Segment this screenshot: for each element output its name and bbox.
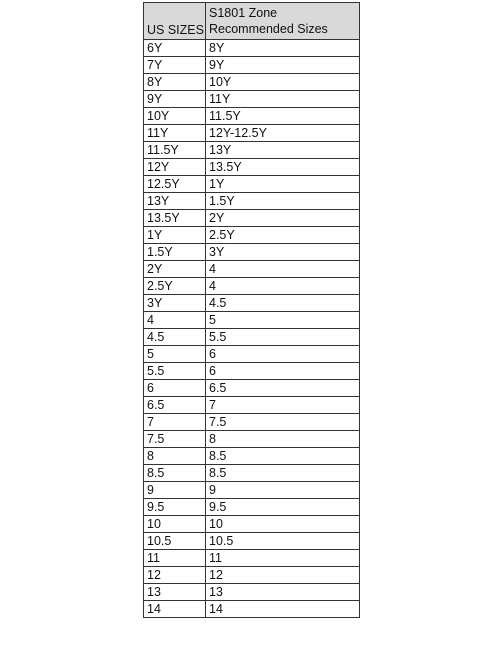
us-size-cell: 8	[144, 448, 206, 465]
recommended-sizes-header	[206, 3, 360, 40]
table-row	[144, 465, 360, 482]
us-size-cell: 4	[144, 312, 206, 329]
us-sizes-header: US SIZES	[144, 3, 206, 40]
us-size-cell: 13.5Y	[144, 210, 206, 227]
recommended-size-cell: 6.5	[206, 380, 360, 397]
recommended-header-line2: Recommended Sizes	[209, 21, 328, 36]
us-size-cell: 8.5	[144, 465, 206, 482]
recommended-size-cell: 4	[206, 278, 360, 295]
recommended-size-cell: 9	[206, 482, 360, 499]
us-size-cell: 1Y	[144, 227, 206, 244]
table-row	[144, 516, 360, 533]
recommended-size-cell: 6	[206, 363, 360, 380]
us-size-cell: 7.5	[144, 431, 206, 448]
table-row	[144, 397, 360, 414]
recommended-size-cell: 13.5Y	[206, 159, 360, 176]
us-size-cell: 14	[144, 601, 206, 618]
us-size-cell: 13Y	[144, 193, 206, 210]
us-size-cell: 11Y	[144, 125, 206, 142]
table-row	[144, 40, 360, 57]
recommended-size-cell: 8Y	[206, 40, 360, 57]
us-size-cell: 10.5	[144, 533, 206, 550]
recommended-size-cell: 4	[206, 261, 360, 278]
recommended-size-cell: 7.5	[206, 414, 360, 431]
table-row	[144, 125, 360, 142]
recommended-size-cell: 1.5Y	[206, 193, 360, 210]
table-row	[144, 499, 360, 516]
table-row	[144, 210, 360, 227]
recommended-size-cell: 12	[206, 567, 360, 584]
table-row	[144, 431, 360, 448]
table-row	[144, 159, 360, 176]
us-size-cell: 6.5	[144, 397, 206, 414]
table-row	[144, 193, 360, 210]
recommended-size-cell: 7	[206, 397, 360, 414]
us-size-cell: 9Y	[144, 91, 206, 108]
table-row	[144, 601, 360, 618]
recommended-size-cell: 6	[206, 346, 360, 363]
table-row	[144, 261, 360, 278]
recommended-size-cell: 2.5Y	[206, 227, 360, 244]
recommended-size-cell: 14	[206, 601, 360, 618]
recommended-size-cell: 13Y	[206, 142, 360, 159]
us-size-cell: 7	[144, 414, 206, 431]
table-row	[144, 414, 360, 431]
us-size-cell: 2.5Y	[144, 278, 206, 295]
table-row	[144, 295, 360, 312]
size-rows	[144, 40, 360, 618]
table-row	[144, 176, 360, 193]
recommended-size-cell: 10.5	[206, 533, 360, 550]
recommended-size-cell: 8	[206, 431, 360, 448]
us-size-cell: 6Y	[144, 40, 206, 57]
us-size-cell: 11.5Y	[144, 142, 206, 159]
table-row	[144, 363, 360, 380]
us-size-cell: 3Y	[144, 295, 206, 312]
table-row	[144, 278, 360, 295]
us-size-cell: 11	[144, 550, 206, 567]
table-row	[144, 584, 360, 601]
recommended-size-cell: 10Y	[206, 74, 360, 91]
us-size-cell: 12Y	[144, 159, 206, 176]
recommended-size-cell: 5.5	[206, 329, 360, 346]
us-size-cell: 7Y	[144, 57, 206, 74]
table-row	[144, 142, 360, 159]
us-size-cell: 5	[144, 346, 206, 363]
us-size-cell: 9.5	[144, 499, 206, 516]
us-size-cell: 2Y	[144, 261, 206, 278]
size-chart-table	[143, 2, 360, 618]
recommended-size-cell: 11	[206, 550, 360, 567]
recommended-size-cell: 10	[206, 516, 360, 533]
recommended-size-cell: 13	[206, 584, 360, 601]
table-row	[144, 533, 360, 550]
us-size-cell: 1.5Y	[144, 244, 206, 261]
table-row	[144, 108, 360, 125]
us-size-cell: 4.5	[144, 329, 206, 346]
recommended-size-cell: 3Y	[206, 244, 360, 261]
table-row	[144, 227, 360, 244]
recommended-size-cell: 9.5	[206, 499, 360, 516]
us-size-cell: 8Y	[144, 74, 206, 91]
table-row	[144, 550, 360, 567]
us-size-cell: 12.5Y	[144, 176, 206, 193]
table-row	[144, 74, 360, 91]
recommended-size-cell: 11Y	[206, 91, 360, 108]
recommended-size-cell: 2Y	[206, 210, 360, 227]
table-row	[144, 380, 360, 397]
table-row	[144, 346, 360, 363]
recommended-size-cell: 4.5	[206, 295, 360, 312]
table-row	[144, 482, 360, 499]
recommended-size-cell: 9Y	[206, 57, 360, 74]
recommended-size-cell: 8.5	[206, 448, 360, 465]
table-row	[144, 91, 360, 108]
table-row	[144, 448, 360, 465]
recommended-size-cell: 5	[206, 312, 360, 329]
table-header-row	[144, 3, 360, 40]
us-size-cell: 10Y	[144, 108, 206, 125]
us-size-cell: 10	[144, 516, 206, 533]
table-row	[144, 329, 360, 346]
recommended-size-cell: 11.5Y	[206, 108, 360, 125]
table-row	[144, 244, 360, 261]
recommended-size-cell: 8.5	[206, 465, 360, 482]
us-size-cell: 6	[144, 380, 206, 397]
recommended-size-cell: 12Y-12.5Y	[206, 125, 360, 142]
us-size-cell: 9	[144, 482, 206, 499]
recommended-header-line1: S1801 Zone	[209, 5, 278, 20]
table-row	[144, 312, 360, 329]
us-size-cell: 12	[144, 567, 206, 584]
us-size-cell: 13	[144, 584, 206, 601]
table-row	[144, 567, 360, 584]
us-size-cell: 5.5	[144, 363, 206, 380]
recommended-size-cell: 1Y	[206, 176, 360, 193]
table-row	[144, 57, 360, 74]
